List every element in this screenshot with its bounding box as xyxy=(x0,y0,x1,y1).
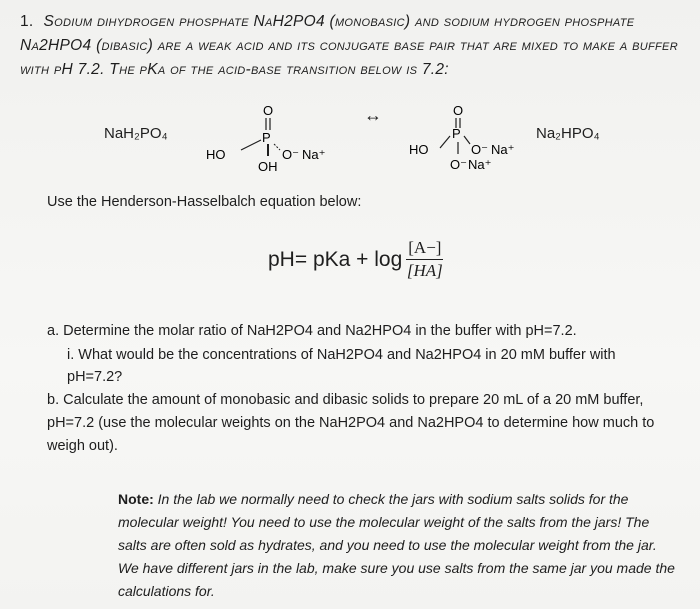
right-o-minus-bottom: O⁻ xyxy=(450,157,467,172)
problem-number: 1. xyxy=(20,13,34,30)
left-o-minus: O⁻ xyxy=(282,147,299,162)
right-o-minus: O⁻ xyxy=(471,142,488,157)
henderson-hasselbalch-equation xyxy=(268,238,443,281)
problem-intro-text: Sodium dihydrogen phosphate NaH2PO4 (monobasic) and sodium hydrogen phosphate Na2HPO4 (dibasic) are a weak acid and its conjugate base pair that are mixed to make a buffer with pH 7.2. The pKa of the acid-base transition below is 7.2: xyxy=(20,13,678,78)
equation-denominator: [HA] xyxy=(406,261,443,280)
question-b-line3: weigh out). xyxy=(47,438,118,454)
problem-intro xyxy=(20,10,680,82)
question-b-line2: pH=7.2 (use the molecular weights on the NaH2PO4 and Na2HPO4 to determine how much to xyxy=(47,415,655,431)
left-oh: OH xyxy=(258,159,278,174)
left-na: Na⁺ xyxy=(302,147,326,162)
right-ho: HO xyxy=(409,142,429,157)
right-na-bottom: Na⁺ xyxy=(468,157,492,172)
left-o-top: O xyxy=(263,103,274,118)
lab-note xyxy=(118,488,678,603)
question-a-i-line1: i. What would be the concentrations of NaH2PO4 and Na2HPO4 in 20 mM buffer with xyxy=(67,347,616,363)
equation-numerator: [A−] xyxy=(408,238,442,257)
left-ho: HO xyxy=(206,147,226,162)
note-label: Note: xyxy=(118,491,154,507)
question-b-line1: b. Calculate the amount of monobasic and dibasic solids to prepare 20 mL of a 20 mM buffer, xyxy=(47,392,644,408)
right-formula: Na₂HPO₄ xyxy=(536,125,600,142)
question-a: a. Determine the molar ratio of NaH2PO4 and Na2HPO4 in the buffer with pH=7.2. xyxy=(47,323,577,339)
left-structure xyxy=(196,100,346,180)
right-na: Na⁺ xyxy=(491,142,515,157)
question-a-i-line2: pH=7.2? xyxy=(67,369,123,385)
left-formula: NaH₂PO₄ xyxy=(104,125,168,142)
equation-lhs: pH= pKa + log xyxy=(268,247,403,271)
right-p: P xyxy=(452,126,461,141)
note-text: In the lab we normally need to check the jars with sodium salts solids for the molecular weight! You need to use the molecular weight of the salts from the jars! The salts are often sold as hydrates, and you need to use the molecular weight from the jar. We have different jars in the lab, make sure you use salts from the same jar you made the calculations for. xyxy=(118,491,675,599)
equation-fraction xyxy=(406,238,443,281)
right-structure xyxy=(405,100,535,180)
right-o-top: O xyxy=(453,103,464,118)
left-p: P xyxy=(262,130,271,145)
equilibrium-arrow: ↔ xyxy=(364,105,382,125)
instruction-text: Use the Henderson-Hasselbalch equation below: xyxy=(47,194,362,210)
